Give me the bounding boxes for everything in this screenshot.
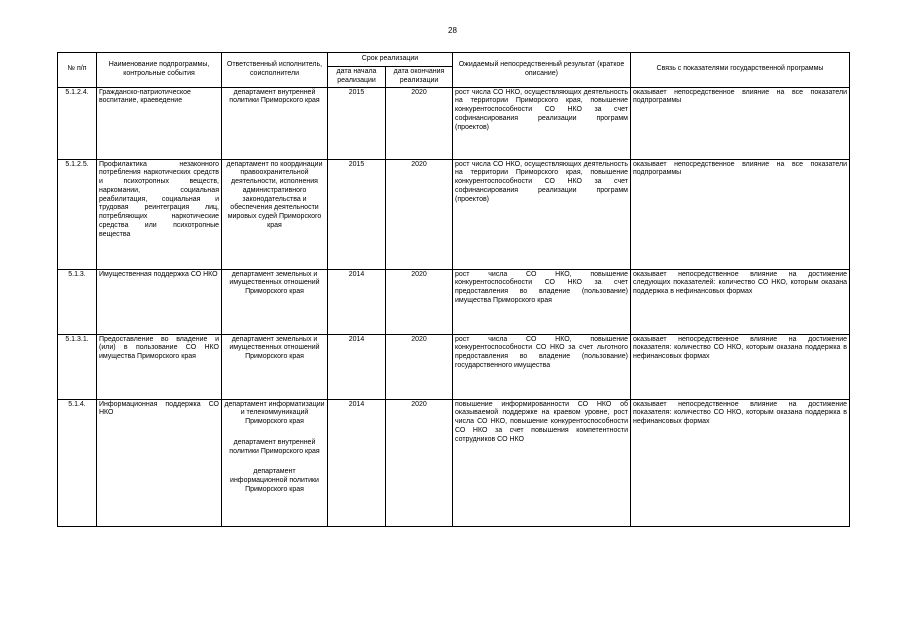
executor-name: департамент земельных и имущественных отношений Приморского края [229,270,320,295]
row-link: оказывает непосредственное влияние на все показатели подпрограммы [631,159,850,269]
row-end: 2020 [386,87,453,159]
row-link: оказывает непосредственное влияние на достижение следующих показателей: количество СО НКО, которым оказана поддержка в нефинансовых формах [631,269,850,334]
row-start: 2014 [328,399,386,526]
table-row [58,399,850,526]
row-start: 2015 [328,159,386,269]
page-number: 28 [448,26,457,35]
row-start: 2014 [328,334,386,399]
row-end: 2020 [386,269,453,334]
header-name: Наименование подпрограммы, контрольные события [97,53,222,88]
row-end: 2020 [386,159,453,269]
row-num: 5.1.3. [58,269,97,334]
row-start: 2015 [328,87,386,159]
row-num: 5.1.2.4. [58,87,97,159]
program-events-table [57,52,850,527]
row-num: 5.1.2.5. [58,159,97,269]
header-end: дата окончания реализации [386,67,453,88]
table-row [58,159,850,269]
row-result: рост числа СО НКО, осуществляющих деятельность на территории Приморского края, повышение конкурентоспособности СО НКО за счет софинансирования реализации программ (проектов) [453,87,631,159]
row-start: 2014 [328,269,386,334]
row-executor [222,269,328,334]
row-result: повышение информированности СО НКО об оказываемой поддержке на краевом уровне, рост числа СО НКО, повышение конкурентоспособности СО НКО за счет повышения компетентности сотрудников СО НКО [453,399,631,526]
row-link: оказывает непосредственное влияние на все показатели подпрограммы [631,87,850,159]
row-name: Профилактика незаконного потребления наркотических средств и психотропных веществ, наркомании, социальная реабилитация, социальная и трудовая реинтеграция лиц, потребляющих наркотические средства или психотропные вещества [97,159,222,269]
row-link: оказывает непосредственное влияние на достижение показателя: количество СО НКО, которым оказана поддержка в нефинансовых формах [631,399,850,526]
header-period: Срок реализации [328,53,453,67]
header-result: Ожидаемый непосредственный результат (краткое описание) [453,53,631,88]
row-result: рост числа СО НКО, повышение конкурентоспособности СО НКО за счет льготного предоставления во владение (пользование) государственного имущества [453,334,631,399]
row-name: Информационная поддержка СО НКО [97,399,222,526]
executor-name: департамент информатизации и телекоммуникаций Приморского края [224,400,325,425]
table-row [58,87,850,159]
row-result: рост числа СО НКО, повышение конкурентоспособности СО НКО за счет предоставления во владение (пользование) имущества Приморского края [453,269,631,334]
executor-name: департамент информационной политики Приморского края [230,468,319,493]
row-executor [222,87,328,159]
row-num: 5.1.4. [58,399,97,526]
header-link: Связь с показателями государственной программы [631,53,850,88]
row-num: 5.1.3.1. [58,334,97,399]
row-executor [222,159,328,269]
header-start: дата начала реализации [328,67,386,88]
header-executor: Ответственный исполнитель, соисполнители [222,53,328,88]
executor-name: департамент внутренней политики Приморского края [229,438,320,455]
row-executor [222,399,328,526]
row-link: оказывает непосредственное влияние на достижение показателя: количество СО НКО, которым оказана поддержка в нефинансовых формах [631,334,850,399]
executor-name: департамент по координации правоохранительной деятельности, исполнения административного законодательства и обеспечения деятельности мировых судей Приморского края [226,160,323,229]
row-name: Предоставление во владение и (или) в пользование СО НКО имущества Приморского края [97,334,222,399]
row-end: 2020 [386,334,453,399]
header-num: № п/п [58,53,97,88]
row-end: 2020 [386,399,453,526]
executor-name: департамент земельных и имущественных отношений Приморского края [229,335,320,360]
row-executor [222,334,328,399]
row-name: Гражданско-патриотическое воспитание, краеведение [97,87,222,159]
table-row [58,269,850,334]
row-name: Имущественная поддержка СО НКО [97,269,222,334]
table-row [58,334,850,399]
row-result: рост числа СО НКО, осуществляющих деятельность на территории Приморского края, повышение конкурентоспособности СО НКО за счет софинансирования реализации программ (проектов) [453,159,631,269]
executor-name: департамент внутренней политики Приморского края [229,88,320,105]
